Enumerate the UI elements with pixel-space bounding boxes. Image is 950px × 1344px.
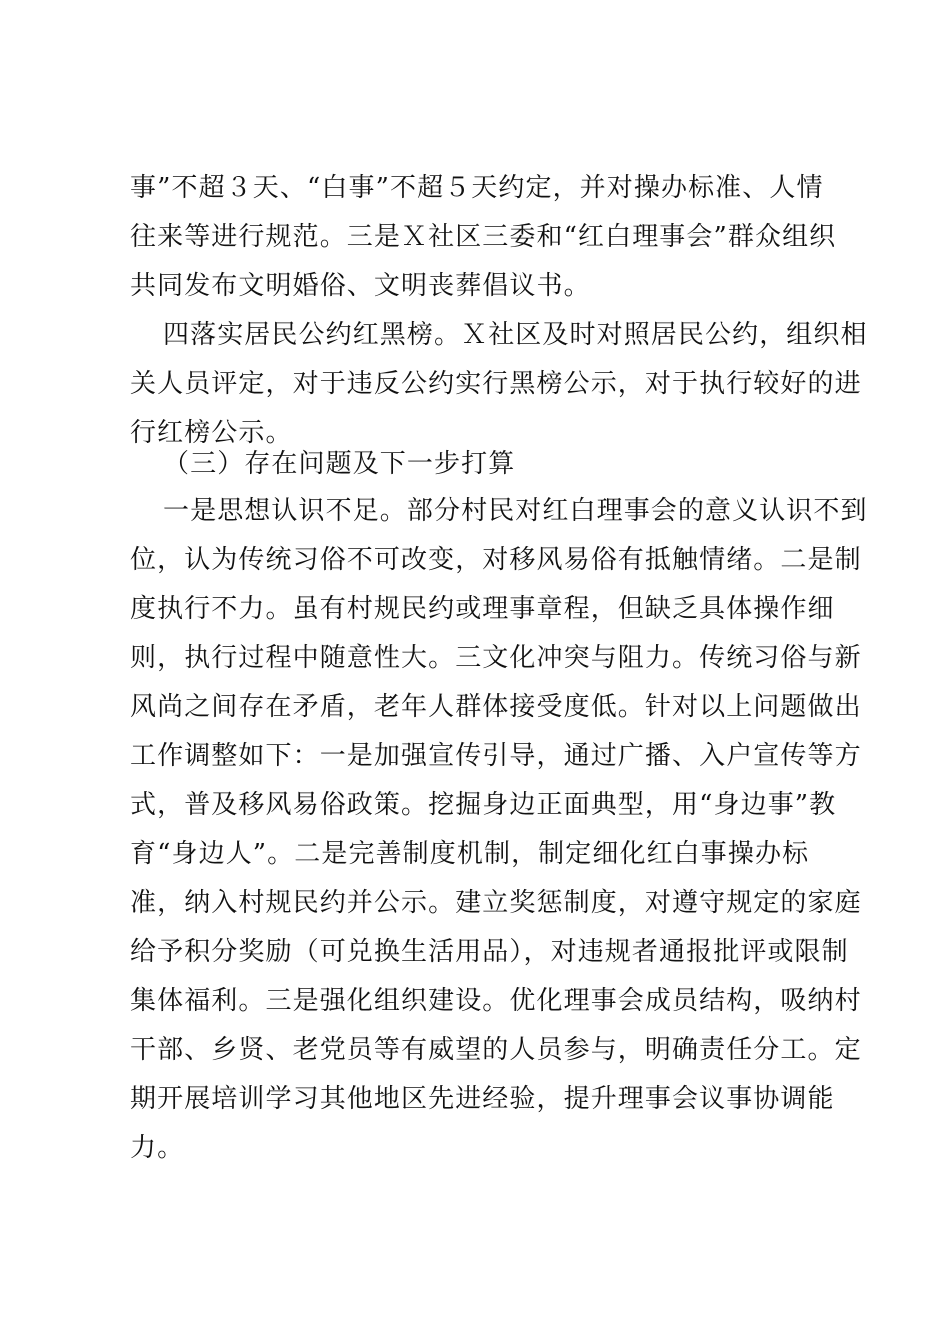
- text-line: 集体福利。三是强化组织建设。优化理事会成员结构，吸纳村: [130, 986, 862, 1016]
- text-line: 工作调整如下：一是加强宣传引导，通过广播、入户宣传等方: [130, 741, 862, 771]
- text-line: 关人员评定，对于违反公约实行黑榜公示，对于执行较好的进: [130, 369, 862, 399]
- text-line: 式，普及移风易俗政策。挖掘身边正面典型，用“身边事”教: [130, 790, 837, 820]
- text-line: 往来等进行规范。三是Ｘ社区三委和“红白理事会”群众组织: [130, 222, 837, 252]
- text-line: 行红榜公示。: [130, 418, 293, 448]
- paragraph-start-line: 四落实居民公约红黑榜。Ｘ社区及时对照居民公约，组织相: [163, 320, 868, 350]
- text-line: 干部、乡贤、老党员等有威望的人员参与，明确责任分工。定: [130, 1035, 862, 1065]
- text-line: 风尚之间存在矛盾，老年人群体接受度低。针对以上问题做出: [130, 692, 862, 722]
- text-line: 育“身边人”。二是完善制度机制，制定细化红白事操办标: [130, 839, 810, 869]
- text-line: 期开展培训学习其他地区先进经验，提升理事会议事协调能: [130, 1084, 835, 1114]
- text-line: 事”不超３天、“白事”不超５天约定，并对操办标准、人情: [130, 173, 824, 203]
- text-line: 共同发布文明婚俗、文明丧葬倡议书。: [130, 271, 591, 301]
- text-line: 给予积分奖励（可兑换生活用品），对违规者通报批评或限制: [130, 937, 849, 967]
- paragraph-start-line: 一是思想认识不足。部分村民对红白理事会的意义认识不到: [163, 496, 868, 526]
- section-heading: （三）存在问题及下一步打算: [163, 449, 516, 479]
- text-line: 位，认为传统习俗不可改变，对移风易俗有抵触情绪。二是制: [130, 545, 862, 575]
- text-line: 准，纳入村规民约并公示。建立奖惩制度，对遵守规定的家庭: [130, 888, 862, 918]
- text-line: 则，执行过程中随意性大。三文化冲突与阻力。传统习俗与新: [130, 643, 862, 673]
- text-line: 力。: [130, 1133, 185, 1163]
- text-line: 度执行不力。虽有村规民约或理事章程，但缺乏具体操作细: [130, 594, 835, 624]
